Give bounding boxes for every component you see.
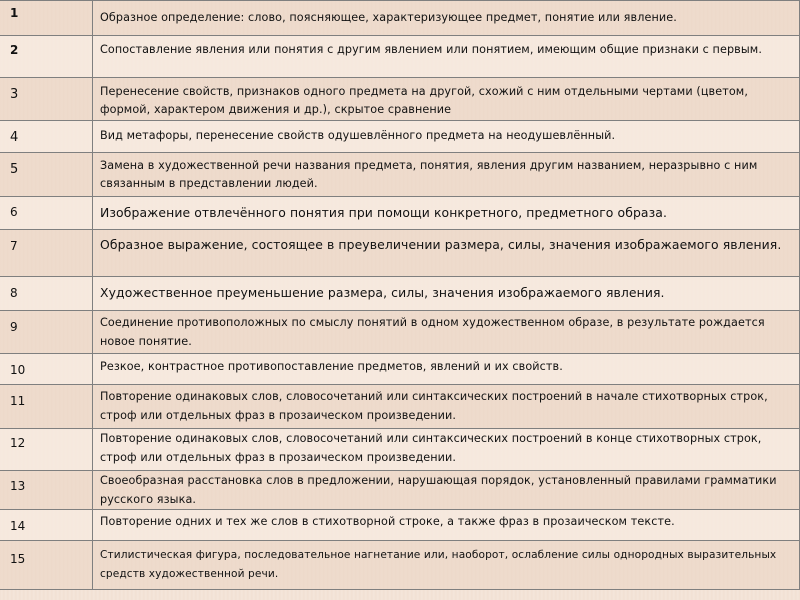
row-number: 10 <box>0 354 93 384</box>
row-definition: Перенесение свойств, признаков одного предмета на другой, схожий с ним отдельными чертами (цветом, формой, характером движения и др.), скрытое сравнение <box>100 85 748 116</box>
row-number: 14 <box>0 510 93 540</box>
row-definition: Повторение одинаковых слов, словосочетаний или синтаксических построений в начале стихотворных строк, строф или отдельных фраз в прозаическом произведении. <box>100 390 768 422</box>
row-number: 9 <box>0 311 93 353</box>
row-definition: Повторение одинаковых слов, словосочетаний или синтаксических построений в конце стихотворных строк, строф или отдельных фраз в прозаическом произведении. <box>100 432 762 464</box>
table-row <box>0 428 800 470</box>
table-row <box>0 77 800 120</box>
table-row <box>0 120 800 152</box>
row-number: 13 <box>0 471 93 509</box>
row-number: 4 <box>0 121 93 152</box>
row-definition: Изображение отвлечённого понятия при помощи конкретного, предметного образа. <box>100 205 668 220</box>
table-row <box>0 384 800 428</box>
row-definition: Образное выражение, состоящее в преувеличении размера, силы, значения изображаемого явления. <box>100 237 782 252</box>
row-definition: Резкое, контрастное противопоставление предметов, явлений и их свойств. <box>100 360 563 373</box>
row-number: 3 <box>0 78 93 120</box>
row-number: 7 <box>0 230 93 276</box>
row-definition: Вид метафоры, перенесение свойств одушевлённого предмета на неодушевлённый. <box>100 129 616 142</box>
row-definition: Замена в художественной речи названия предмета, понятия, явления другим названием, неразрывно с ним связанным в представлении людей. <box>100 159 758 190</box>
row-number: 8 <box>0 277 93 310</box>
table-row <box>0 310 800 353</box>
table-row <box>0 509 800 540</box>
table-bottom-border <box>0 589 800 590</box>
row-definition: Художественное преуменьшение размера, силы, значения изображаемого явления. <box>100 285 665 300</box>
row-number: 1 <box>0 1 93 35</box>
table-row <box>0 0 800 35</box>
row-number: 11 <box>0 385 93 428</box>
table-row <box>0 470 800 509</box>
row-number: 6 <box>0 197 93 229</box>
row-definition: Повторение одних и тех же слов в стихотворной строке, а также фраз в прозаическом тексте. <box>100 515 675 528</box>
table-row <box>0 196 800 229</box>
row-number: 15 <box>0 541 93 589</box>
table-row <box>0 540 800 589</box>
row-number: 5 <box>0 153 93 196</box>
table-row <box>0 35 800 77</box>
table-row <box>0 276 800 310</box>
table-row <box>0 353 800 384</box>
row-number: 2 <box>0 36 93 77</box>
table-row <box>0 152 800 196</box>
row-definition: Сопоставление явления или понятия с другим явлением или понятием, имеющим общие признаки с первым. <box>100 43 762 56</box>
row-number: 12 <box>0 429 93 470</box>
row-definition: Стилистическая фигура, последовательное нагнетание или, наоборот, ослабление силы однородных выразительных средств художественной речи. <box>100 549 777 580</box>
row-definition: Соединение противоположных по смыслу понятий в одном художественном образе, в результате рождается новое понятие. <box>100 316 765 348</box>
row-definition: Своеобразная расстановка слов в предложении, нарушающая порядок, установленный правилами грамматики русского языка. <box>100 474 777 506</box>
table-row <box>0 229 800 276</box>
row-definition: Образное определение: слово, поясняющее, характеризующее предмет, понятие или явление. <box>100 11 677 24</box>
